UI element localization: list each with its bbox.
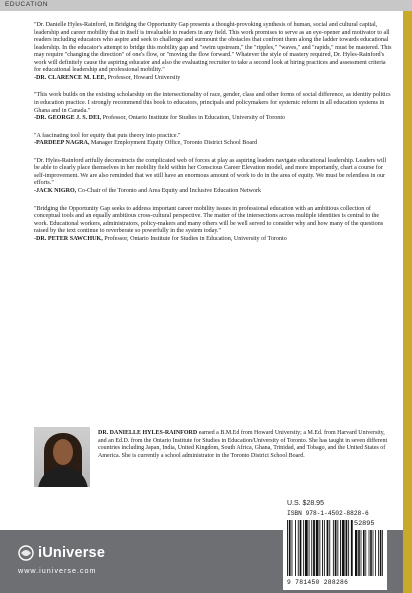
reviewer-name: -PARDEEP NAGRA,: [34, 140, 90, 147]
barcode-box: [283, 498, 387, 590]
reviewer-affiliation: Professor, Ontario Institute for Studies in Education, University of Toronto: [102, 235, 287, 242]
author-photo: [34, 427, 90, 487]
review-text: "Bridging the Opportunity Gap seeks to address important career mobility issues in professional education with an ambitious collection of conceptual tools and an equally ambitious cross-cultural perspective. The matter of the intersections across multiple identities is central to the work. Educational workers, administrators, policy-makers and many others will be well served to consider why and how many of the questions raised by the text continue to reverberate so powerfully in the system today.": [34, 205, 384, 235]
reviewer-affiliation: Co-Chair of the Toronto and Area Equity and Inclusive Education Network: [76, 187, 262, 194]
reviewer-affiliation: Manager Employment Equity Office, Toronto District School Board: [89, 140, 258, 147]
reviews-section: [34, 22, 392, 253]
spine-accent-stripe: [403, 11, 412, 593]
review-1: [34, 22, 392, 82]
review-3: [34, 133, 392, 148]
review-text: "Dr. Danielle Hyles-Rainford, in Bridging the Opportunity Gap presents a thought-provoking synthesis of human, social and cultural capital, leadership and career mobility that in itself is invaluable to readers in any field. This work promises to serve as an eye-opener and motivator to all readers including educators who aspire and seek to challenge and surmount the obstacles that confront them along the ladder towards educational leadership. In the educator's attempt to bridge this mobility gap and "swim upstream," the "ripples," "waves," and "rapids," must be mastered. This may require "changing the direction" of one's flow, or "moving the flow forward." Whatever the style of mastery required, Dr. Hyles-Rainford's work will definitely cause the aspiring educator and also the evaluating recruiter to take a second look at hiring practices and assessment criteria for educational leadership and professional mobility.": [34, 22, 392, 74]
publisher-name: iUniverse: [38, 545, 106, 561]
reviewer-name: -DR. PETER SAWCHUK,: [34, 235, 103, 242]
review-2: [34, 92, 392, 122]
author-bio-section: [34, 427, 392, 487]
category-label: EDUCATION: [5, 1, 49, 8]
author-bio-text: earned a B.M.Ed from Howard University; a M.Ed. from Harvard University, and an Ed.D. from the Ontario Institute for Studies in Education/University of Toronto. She has taught in seven different countries including Japan, India, United Kingdom, South Africa, Ghana, Trinidad, and Tobago, and the United States of America. She is currently a school administrator in the Toronto District School Board.: [98, 430, 388, 459]
publisher-url: www.iuniverse.com: [18, 566, 97, 575]
barcode-image: [287, 520, 384, 578]
reviewer-name: -DR. GEORGE J. S. DEI,: [34, 115, 102, 122]
author-name: DR. DANIELLE HYLES-RAINFORD: [98, 430, 198, 436]
barcode-addon: 52895: [354, 520, 375, 528]
publisher-logo-icon: [18, 545, 34, 561]
category-band: [0, 0, 412, 11]
author-bio: [98, 430, 394, 460]
review-text: "This work builds on the existing scholarship on the intersectionality of race, gender, class and other forms of social difference, as identity politics in education practice. I strongly recommend this book to educators, principals and policymakers for systemic reform in all education systems in Ghana and in Canada.": [34, 92, 391, 114]
price-label: U.S. $28.95: [287, 500, 324, 507]
reviewer-name: -JACK NIGRO,: [34, 187, 77, 194]
reviewer-name: -DR. CLARENCE M. LEE,: [34, 74, 107, 81]
review-text: "A fascinating tool for equity that puts theory into practice.": [34, 132, 181, 139]
reviewer-affiliation: Professor, Howard University: [106, 74, 181, 81]
review-4: [34, 158, 392, 196]
isbn-label: ISBN 978-1-4502-8828-6: [287, 510, 369, 517]
review-text: "Dr. Hyles-Rainford artfully deconstructs the complicated web of forces at play as aspiring leaders navigate educational leadership. Leaders will be able to clearly place themselves in her mobility field within her Conscious Career Elevation model, and more importantly, chart a course for self-improvement. We are also reminded that we still have an enormous amount of work to do in the area of equity. We must be relentless in our efforts.": [34, 157, 387, 187]
barcode-digits: 9 781450 288286: [287, 579, 349, 586]
review-5: [34, 206, 392, 244]
reviewer-affiliation: Professor, Ontario Institute for Studies in Education, University of Toronto: [101, 115, 286, 122]
